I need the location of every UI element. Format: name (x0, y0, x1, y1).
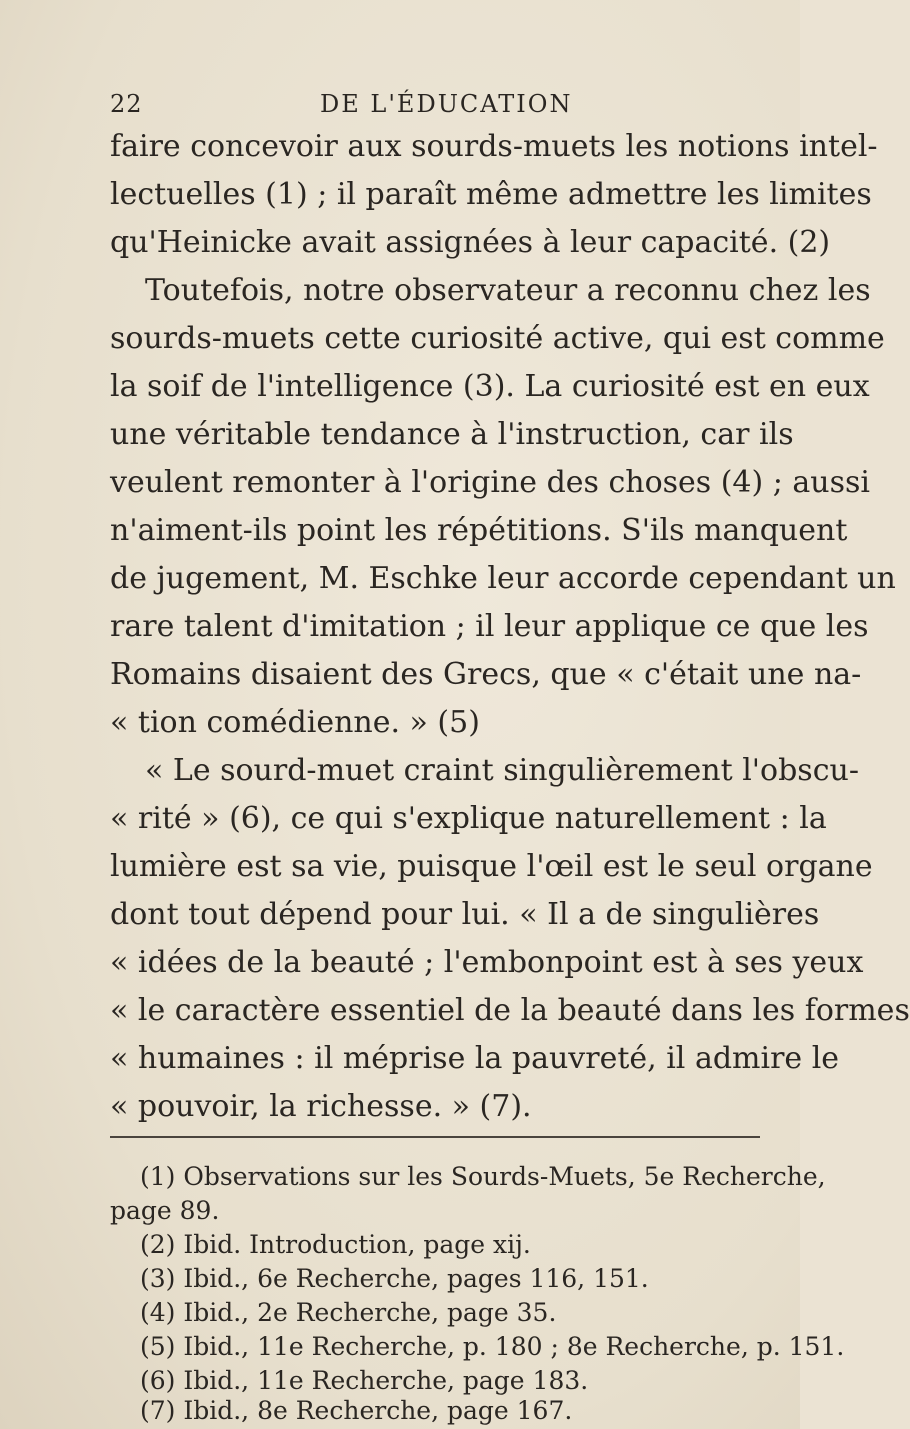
body-line: une véritable tendance à l'instruction, car ils (110, 417, 794, 452)
footnote-3 (0, 1262, 800, 1296)
body-line: « tion comédienne. » (5) (110, 705, 480, 740)
footnote-7-text: (7) Ibid., 8e Recherche, page 167. (140, 1396, 573, 1425)
body-line: la soif de l'intelligence (3). La curiosité est en eux (110, 369, 870, 404)
footnote-2 (0, 1228, 800, 1262)
body-line: lectuelles (1) ; il paraît même admettre les limites (110, 177, 872, 212)
footnote-3-text: (3) Ibid., 6e Recherche, pages 116, 151. (140, 1264, 649, 1293)
footnote-5 (0, 1330, 845, 1364)
footnote-1-text: (1) Observations sur les Sourds-Muets, 5e Recherche, (140, 1162, 826, 1191)
body-line: « le caractère essentiel de la beauté dans les formes (110, 993, 910, 1028)
body-line: « humaines : il méprise la pauvreté, il admire le (110, 1041, 840, 1076)
body-line: Toutefois, notre observateur a reconnu chez les (145, 273, 871, 308)
footnote-1 (0, 1160, 826, 1194)
body-line: veulent remonter à l'origine des choses (4) ; aussi (110, 465, 870, 500)
body-line: « idées de la beauté ; l'embonpoint est à ses yeux (110, 945, 864, 980)
footnote-4 (0, 1296, 800, 1330)
body-line: qu'Heinicke avait assignées à leur capacité. (2) (110, 225, 831, 260)
body-line: « rité » (6), ce qui s'explique naturellement : la (110, 801, 827, 836)
page-header (0, 90, 800, 126)
footnote-4-text: (4) Ibid., 2e Recherche, page 35. (140, 1298, 557, 1327)
body-line: de jugement, M. Eschke leur accorde cependant un (110, 561, 896, 596)
footnote-5-text: (5) Ibid., 11e Recherche, p. 180 ; 8e Recherche, p. 151. (140, 1332, 845, 1361)
footnote-6 (0, 1364, 800, 1398)
body-line: Romains disaient des Grecs, que « c'était une na- (110, 657, 862, 692)
body-line: « Le sourd-muet craint singulièrement l'obscu- (145, 753, 859, 788)
body-line: n'aiment-ils point les répétitions. S'ils manquent (110, 513, 848, 548)
footnote-1-continuation: page 89. (110, 1196, 220, 1225)
body-line: dont tout dépend pour lui. « Il a de singulières (110, 897, 820, 932)
body-line: rare talent d'imitation ; il leur applique ce que les (110, 609, 869, 644)
footnote-2-text: (2) Ibid. Introduction, page xij. (140, 1230, 531, 1259)
running-head: DE L'ÉDUCATION (320, 90, 573, 118)
footnote-rule (110, 1136, 760, 1138)
footnote-7 (0, 1394, 800, 1428)
body-line: sourds-muets cette curiosité active, qui est comme (110, 321, 885, 356)
page-number: 22 (110, 90, 143, 118)
body-line: faire concevoir aux sourds-muets les notions intel- (110, 129, 878, 164)
body-line: lumière est sa vie, puisque l'œil est le seul organe (110, 849, 873, 884)
body-line: « pouvoir, la richesse. » (7). (110, 1089, 532, 1124)
footnote-6-text: (6) Ibid., 11e Recherche, page 183. (140, 1366, 589, 1395)
